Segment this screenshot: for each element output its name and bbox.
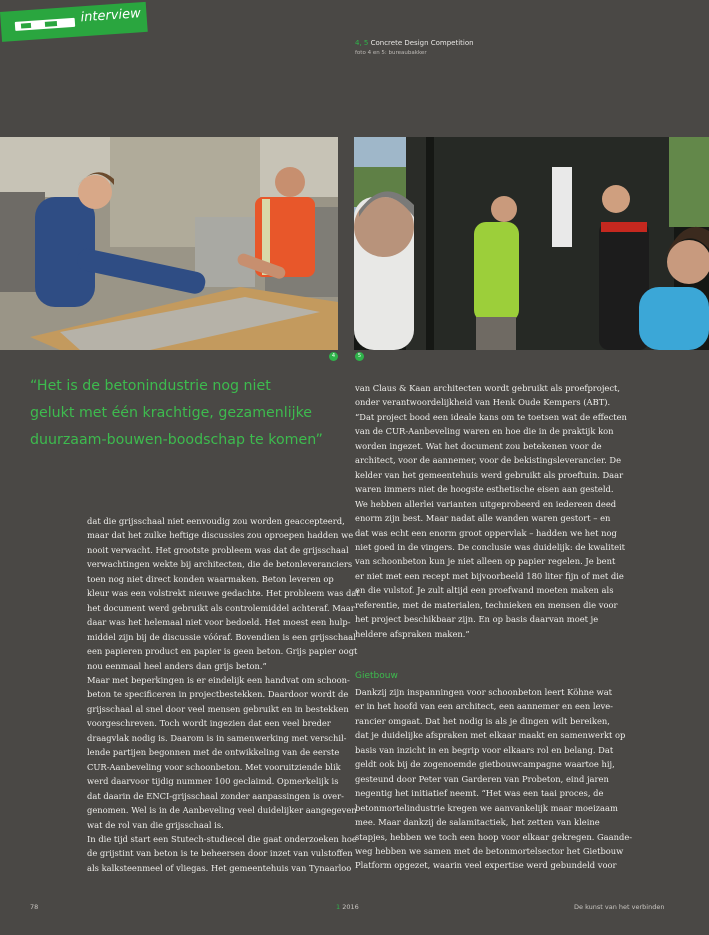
body-line: maar dat het zulke heftige discussies zou oproepen hadden we <box>87 530 354 541</box>
body-line: geldt ook bij de zogenoemde gietbouwcampagne waartoe hij, <box>355 759 615 770</box>
pull-quote-line: duurzaam-bouwen-boodschap te komen” <box>30 432 323 448</box>
body-line: van schoonbeton kun je niet alleen op papier regelen. Je bent <box>355 556 616 567</box>
body-line: grijsschaal al snel door veel mensen gebruikt en in bestekken <box>87 703 349 714</box>
caption-credit: foto 4 en 5: bureaubakker <box>355 50 427 56</box>
body-line: enorm zijn best. Maar nadat alle wanden waren gestort – en <box>355 513 611 524</box>
body-line: betonmortelindustrie kregen we aanvankelijk maar moeizaam <box>355 802 618 813</box>
body-line: en die vulstof. Je zult altijd een proefwand moeten maken als <box>355 585 614 596</box>
body-line: negentig het initiatief neemt. “Het was een taai proces, de <box>355 788 604 799</box>
body-line: stapjes, hebben we toch een hoop voor elkaar gekregen. Gaande- <box>355 831 633 842</box>
pull-quote-line: “Het is de betonindustrie nog niet <box>30 378 271 394</box>
body-line: er in het hoofd van een architect, een aannemer en een leve- <box>355 701 613 712</box>
body-line: kleur was een volstrekt nieuwe gedachte. Het probleem was dat <box>87 588 360 599</box>
body-column-right-bottom <box>355 685 633 873</box>
body-line: het document werd gebruikt als controlemiddel achteraf. Maar <box>87 602 355 613</box>
body-line: lende partijen begonnen met de ontwikkeling van de eerste <box>87 747 340 758</box>
section-tag <box>0 2 148 42</box>
photo-badge-4: 4 <box>329 352 338 361</box>
body-line: dat die grijsschaal niet eenvoudig zou worden geaccepteerd, <box>87 516 345 526</box>
body-line: beton te specificeren in projectbestekken. Daardoor wordt de <box>87 689 349 700</box>
body-line: In die tijd start een Stutech-studiecel die gaat onderzoeken hoe <box>87 833 357 844</box>
body-line: verwachtingen wekte bij architecten, die de betonleveranciers <box>87 559 353 570</box>
body-line: nooit verwacht. Het grootste probleem was dat de grijsschaal <box>87 544 349 555</box>
body-line: dat je duidelijke afspraken met elkaar maakt en samenwerkt op <box>355 730 626 741</box>
body-line: daar was het helemaal niet voor bedoeld. Het moest een hulp- <box>87 617 351 628</box>
body-line: We hebben allerlei varianten uitgeprobeerd en iedereen deed <box>355 498 617 509</box>
photo-workshop-illustration <box>0 137 338 350</box>
body-line: dat was echt een enorm groot oppervlak – hadden we het nog <box>355 527 617 538</box>
body-line: Dankzij zijn inspanningen voor schoonbeton leert Köhne wat <box>355 687 613 697</box>
body-line: rancier omgaat. Dat het nodig is als je dingen wilt bereiken, <box>355 715 610 726</box>
body-line: worden ingezet. Wat het document zou betekenen voor de <box>355 440 602 451</box>
photo-inspection-illustration <box>354 137 709 350</box>
photo-caption <box>355 39 474 56</box>
caption-number: 4, 5 <box>355 39 369 47</box>
body-line: er niet met een recept met bijvoorbeeld 180 liter fijn of met die <box>355 570 624 581</box>
body-line: weg hebben we samen met de betonmortelsector het Gietbouw <box>355 845 624 856</box>
cement-logo-icon <box>15 18 75 31</box>
body-line: dat daarin de ENCI-grijsschaal zonder aanpassingen is over- <box>87 790 344 801</box>
photo-badge-5: 5 <box>355 352 364 361</box>
body-line: genomen. Wel is in de Aanbeveling veel duidelijker aangegeven <box>87 805 357 816</box>
body-line: kelder van het gemeentehuis werd gebruikt als proeftuin. Daar <box>355 469 624 480</box>
body-line: waren immers niet de hoogste esthetische eisen aan gesteld. <box>355 484 614 495</box>
body-line: mee. Maar dankzij de salamitactiek, het zetten van kleine <box>355 817 600 828</box>
body-line: werd daarvoor tijdig nummer 100 geclaimd. Opmerkelijk is <box>87 776 339 787</box>
body-line: van Claus & Kaan architecten wordt gebruikt als proefproject, <box>355 383 621 393</box>
pull-quote-line: gelukt met één krachtige, gezamenlijke <box>30 405 313 421</box>
body-line: heldere afspraken maken.” <box>355 628 470 639</box>
body-line: onder verantwoordelijkheid van Henk Oude Kempers (ABT). <box>355 397 611 408</box>
body-line: nou eenmaal heel anders dan grijs beton.” <box>87 660 267 671</box>
pull-quote <box>30 373 350 454</box>
issue-marker <box>336 903 359 911</box>
caption-title: Concrete Design Competition <box>370 39 474 47</box>
body-line: gesteund door Peter van Garderen van Probeton, eind jaren <box>355 773 609 784</box>
body-line: het project beschikbaar zijn. En op basis daarvan moet je <box>355 614 599 625</box>
body-line: voorgeschreven. Toch wordt ingezien dat een veel breder <box>87 718 331 729</box>
body-line: CUR-Aanbeveling voor schoonbeton. Met vooruitziende blik <box>87 761 341 772</box>
body-line: basis van inzicht in en begrip voor elkaars rol en belang. Dat <box>355 744 614 755</box>
body-line: een papieren product en papier is geen beton. Grijs papier oogt <box>87 646 358 657</box>
body-line: draagvlak nodig is. Daarom is in samenwerking met verschil- <box>87 732 347 743</box>
body-line: “Dat project bood een ideale kans om te toetsen wat de effecten <box>355 411 627 422</box>
body-line: niet goed in de vingers. De conclusie was duidelijk: de kwaliteit <box>355 541 626 552</box>
issue-year: 2016 <box>342 903 359 911</box>
body-line: Maar met beperkingen is er eindelijk een handvat om schoon- <box>87 674 350 685</box>
body-line: architect, voor de aannemer, voor de bekistingsleverancier. De <box>355 455 622 466</box>
page-number: 78 <box>30 903 39 911</box>
body-line: Platform opgezet, waarin veel expertise werd gebundeld voor <box>355 860 617 871</box>
issue-number: 1 <box>336 903 341 911</box>
body-line: toen nog niet direct konden waarmaken. Beton leveren op <box>87 573 334 584</box>
photo-inspection <box>354 137 709 350</box>
body-column-left <box>87 514 360 875</box>
body-line: van de CUR-Aanbeveling waren en hoe die in de praktijk kon <box>355 426 614 437</box>
body-line: referentie, met de materialen, technieken en mensen die voor <box>355 599 618 610</box>
section-heading: Gietbouw <box>355 671 398 681</box>
body-column-right-top <box>355 381 627 641</box>
body-line: middel zijn bij de discussie vóóraf. Bovendien is een grijsschaal <box>87 631 356 642</box>
photo-workshop <box>0 137 338 350</box>
footer-tagline: De kunst van het verbinden <box>574 903 665 911</box>
section-label: interview <box>80 6 142 26</box>
body-line: als kalksteenmeel of vliegas. Het gemeentehuis van Tynaarloo <box>87 862 352 873</box>
body-line: de grijstint van beton is te beheersen door inzet van vulstoffen <box>87 848 353 859</box>
body-line: wat de rol van die grijsschaal is. <box>87 819 224 830</box>
